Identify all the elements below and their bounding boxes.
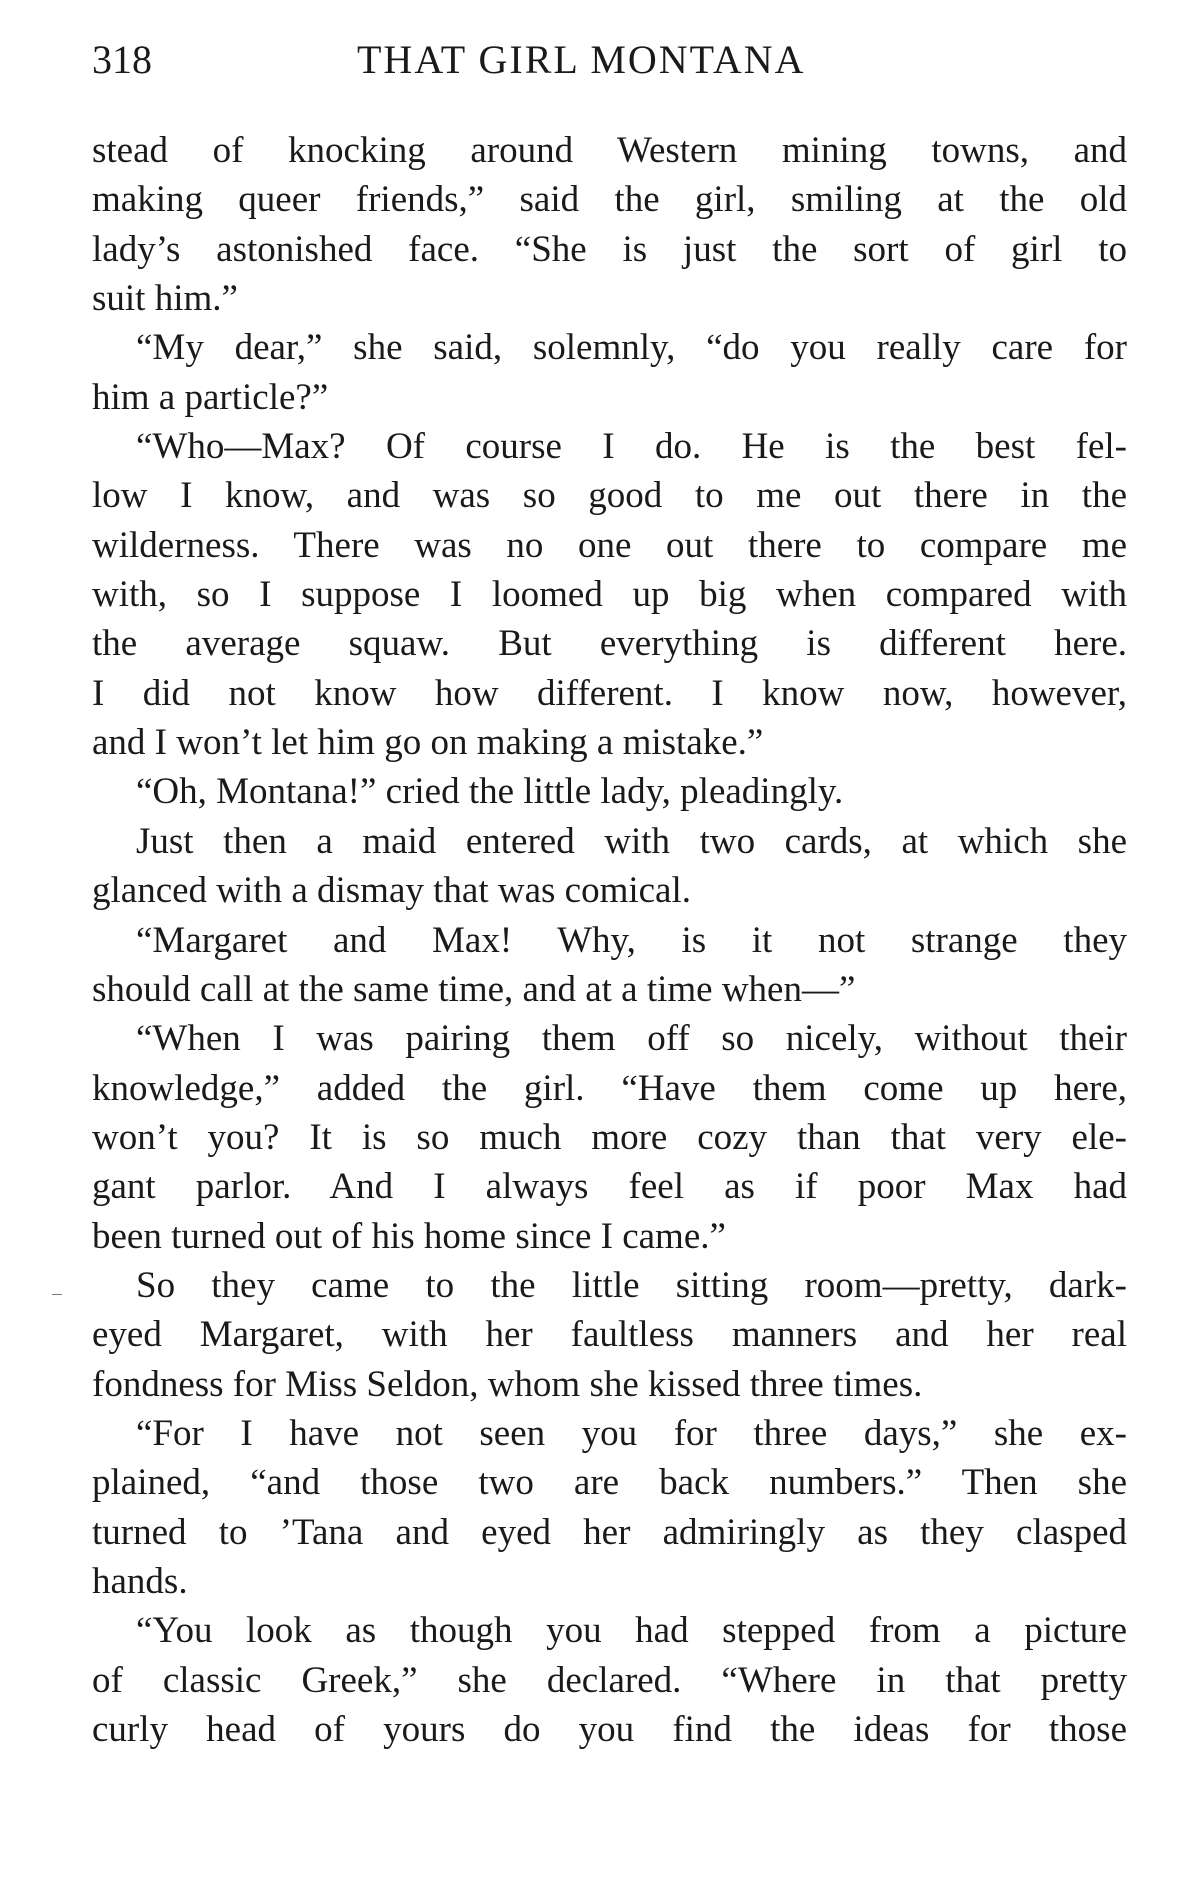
text-line: So they came to the little sitting room—pretty, dark-: [136, 1264, 1127, 1306]
text-line: turned to ’Tana and eyed her admiringly as they clasped: [92, 1511, 1127, 1553]
text-line: should call at the same time, and at a time when—”: [92, 968, 856, 1010]
text-line: stead of knocking around Western mining towns, and: [92, 130, 1127, 171]
text-line: him a particle?”: [92, 376, 329, 418]
text-line: I did not know how different. I know now, however,: [92, 672, 1127, 714]
text-line: “For I have not seen you for three days,” she ex-: [136, 1412, 1127, 1454]
text-line: Just then a maid entered with two cards, at which she: [136, 820, 1127, 862]
text-line: “Who—Max? Of course I do. He is the best fel-: [136, 426, 1127, 468]
text-line: “Oh, Montana!” cried the little lady, pleadingly.: [136, 771, 844, 813]
text-line: won’t you? It is so much more cozy than that very ele-: [92, 1116, 1127, 1158]
text-line: knowledge,” added the girl. “Have them come up here,: [92, 1067, 1127, 1109]
running-title: THAT GIRL MONTANA: [357, 37, 806, 82]
text-line: with, so I suppose I loomed up big when compared with: [92, 574, 1127, 616]
text-line: making queer friends,” said the girl, smiling at the old: [92, 179, 1127, 221]
text-line: curly head of yours do you find the ideas for those: [92, 1709, 1127, 1750]
text-line: “Margaret and Max! Why, is it not strange they: [136, 919, 1127, 961]
text-line: hands.: [92, 1560, 188, 1602]
text-line: lady’s astonished face. “She is just the sort of girl to: [92, 228, 1127, 270]
text-line: “My dear,” she said, solemnly, “do you really care for: [136, 327, 1127, 369]
text-line: low I know, and was so good to me out there in the: [92, 475, 1127, 517]
text-line: fondness for Miss Seldon, whom she kissed three times.: [92, 1363, 923, 1405]
running-head: [92, 30, 1127, 90]
text-line: suit him.”: [92, 278, 238, 320]
text-line: wilderness. There was no one out there to compare me: [92, 524, 1127, 566]
text-line: glanced with a dismay that was comical.: [92, 870, 692, 912]
text-line: “When I was pairing them off so nicely, without their: [136, 1018, 1127, 1060]
text-line: and I won’t let him go on making a mistake.”: [92, 722, 764, 764]
text-line: of classic Greek,” she declared. “Where in that pretty: [92, 1659, 1127, 1701]
margin-mark: [52, 1294, 62, 1295]
text-line: plained, “and those two are back numbers.” Then she: [92, 1462, 1127, 1504]
text-line: been turned out of his home since I came.”: [92, 1215, 726, 1257]
page-number: 318: [92, 37, 152, 82]
text-line: “You look as though you had stepped from a picture: [136, 1610, 1127, 1652]
text-line: gant parlor. And I always feel as if poor Max had: [92, 1166, 1127, 1208]
body-text: [92, 126, 1127, 1754]
text-line: the average squaw. But everything is different here.: [92, 623, 1127, 665]
text-line: eyed Margaret, with her faultless manners and her real: [92, 1314, 1127, 1356]
